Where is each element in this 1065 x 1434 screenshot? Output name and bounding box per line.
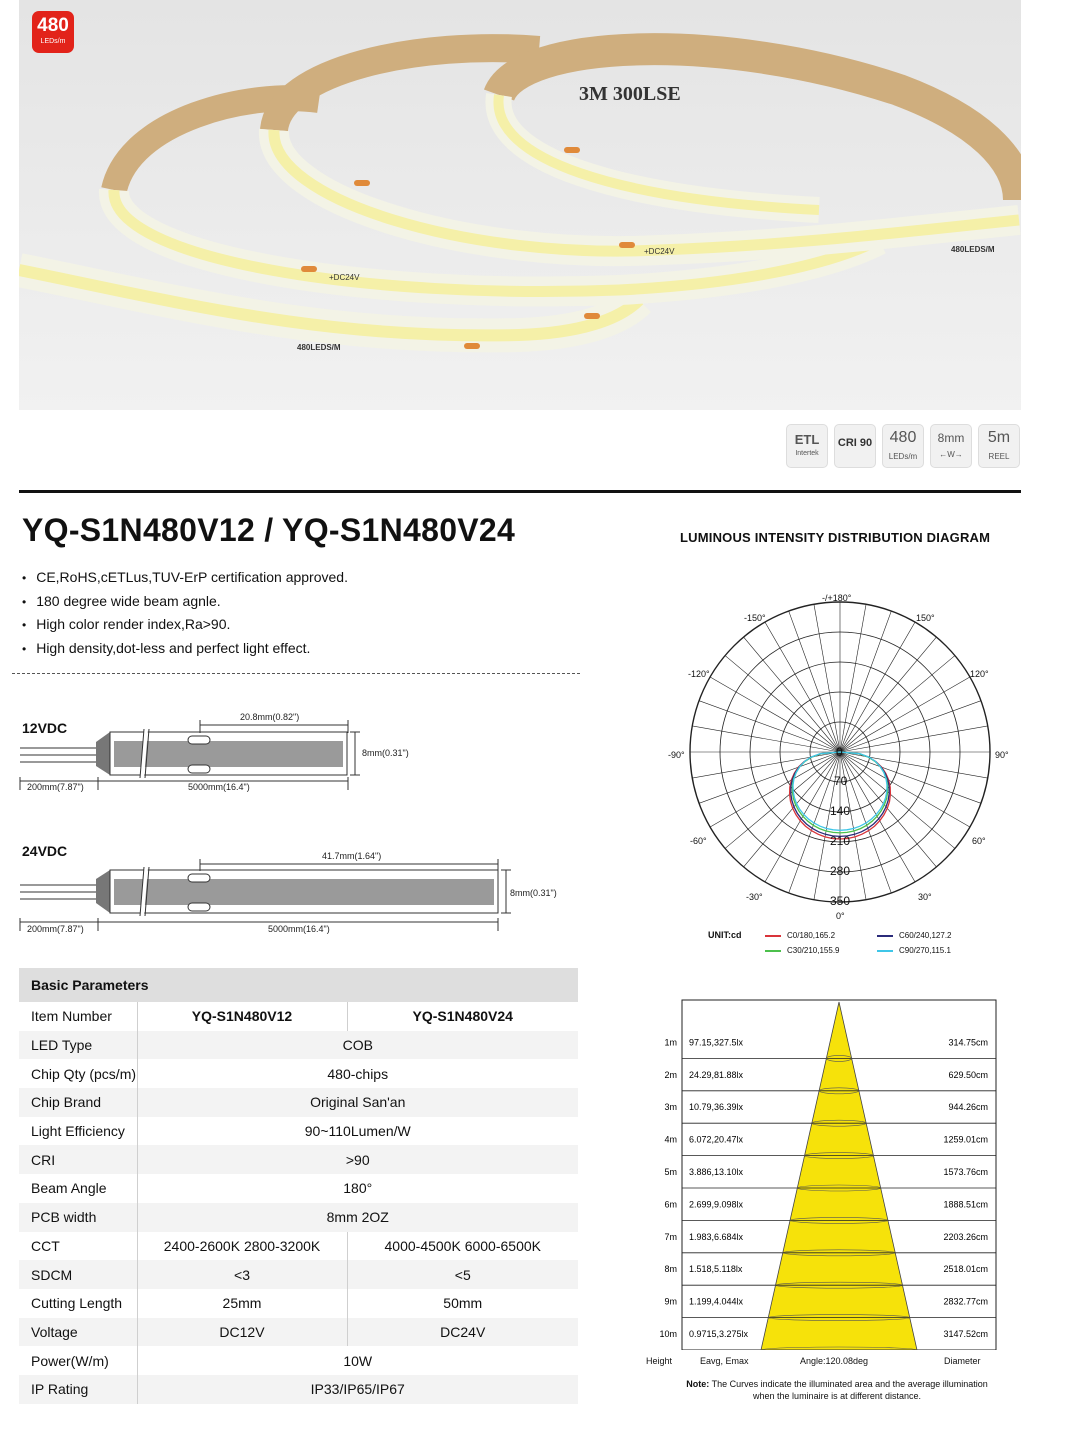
row-diameter: 2203.26cm: [943, 1231, 988, 1242]
row-diameter: 314.75cm: [948, 1037, 988, 1048]
v24-length-dimension: 5000mm(16.4"): [268, 924, 330, 934]
legend-swatch-c30: [765, 950, 781, 952]
tape-brand-print: 3M 300LSE: [579, 83, 681, 105]
width-icon: 8mm ←W→: [930, 424, 972, 468]
row-eavg: 1.983,6.684lx: [689, 1231, 744, 1242]
basic-parameters-table: [19, 968, 578, 1404]
unit-label: UNIT:cd: [708, 930, 742, 940]
v12-label: 12VDC: [22, 720, 68, 736]
density-badge-number: 480: [37, 15, 69, 36]
strip-voltage-print: +DC24V: [329, 273, 360, 282]
feature-item: • 180 degree wide beam agnle.: [22, 590, 348, 614]
height-header: Height: [646, 1356, 673, 1366]
legend-swatch-c90: [877, 950, 893, 952]
row-eavg: 24.29,81.88lx: [689, 1069, 744, 1080]
row-diameter: 1573.76cm: [943, 1167, 988, 1177]
row-height: 5m: [664, 1167, 677, 1177]
ring-label: 140: [830, 804, 851, 818]
row-diameter: 2518.01cm: [943, 1264, 988, 1275]
row-height: 2m: [664, 1069, 677, 1080]
angle-label: 150°: [916, 613, 935, 623]
row-height: 10m: [659, 1329, 677, 1339]
cri-cert-icon: CRI 90: [834, 424, 876, 468]
angle-header: Angle:120.08deg: [800, 1356, 869, 1366]
legend-swatch-c60: [877, 935, 893, 937]
table-row: PCB width 8mm 2OZ: [19, 1203, 578, 1232]
v12-lead-dimension: 200mm(7.87"): [27, 782, 84, 792]
row-height: 4m: [664, 1134, 677, 1145]
product-title: YQ-S1N480V12 / YQ-S1N480V24: [22, 512, 516, 548]
row-eavg: 3.886,13.10lx: [689, 1167, 744, 1177]
table-row: Chip Brand Original San'an: [19, 1088, 578, 1117]
table-row: LED Type COB: [19, 1031, 578, 1060]
reel-icon: 5m REEL: [978, 424, 1020, 468]
angle-label: 0°: [836, 911, 845, 921]
v24-cut-dimension: 41.7mm(1.64"): [322, 851, 382, 861]
section-divider: [19, 490, 1021, 493]
strip-density-print-2: 480LEDS/M: [951, 245, 995, 254]
v24-label: 24VDC: [22, 843, 68, 859]
table-row: CRI >90: [19, 1145, 578, 1174]
v12-cut-dimension: 20.8mm(0.82"): [240, 712, 300, 722]
row-diameter: 629.50cm: [948, 1069, 988, 1080]
row-eavg: 6.072,20.47lx: [689, 1134, 744, 1145]
angle-label: 90°: [995, 750, 1009, 760]
ring-label: 70: [834, 774, 848, 788]
table-row: Cutting Length 25mm 50mm: [19, 1289, 578, 1318]
v24-width-dimension: 8mm(0.31"): [510, 888, 557, 898]
row-eavg: 1.518,5.118lx: [689, 1264, 743, 1275]
illuminance-cone-table: [640, 998, 1000, 1350]
strip-density-print: 480LEDS/M: [297, 343, 341, 352]
diameter-header: Diameter: [944, 1356, 981, 1366]
table-row: Light Efficiency 90~110Lumen/W: [19, 1117, 578, 1146]
ring-label: 350: [830, 894, 851, 908]
v24-lead-dimension: 200mm(7.87"): [27, 924, 84, 934]
angle-label: 120°: [970, 669, 989, 679]
angle-label: -60°: [690, 836, 707, 846]
row-eavg: 2.699,9.098lx: [689, 1199, 744, 1210]
v12-width-dimension: 8mm(0.31"): [362, 748, 409, 758]
table-row: CCT 2400-2600K 2800-3200K 4000-4500K 6000-6500K: [19, 1232, 578, 1261]
table-row: Power(W/m) 10W: [19, 1346, 578, 1375]
row-height: 9m: [664, 1296, 677, 1307]
row-diameter: 2832.77cm: [943, 1296, 988, 1307]
row-diameter: 1259.01cm: [943, 1134, 988, 1145]
lid-title: LUMINOUS INTENSITY DISTRIBUTION DIAGRAM: [680, 530, 991, 545]
row-eavg: 0.9715,3.275lx: [689, 1329, 749, 1339]
angle-label: -30°: [746, 892, 763, 902]
params-title: Basic Parameters: [19, 968, 578, 1002]
row-diameter: 3147.52cm: [943, 1329, 988, 1339]
led-strip-reels-illustration: [19, 0, 1021, 410]
row-height: 6m: [664, 1199, 677, 1210]
table-row: IP Rating IP33/IP65/IP67: [19, 1375, 578, 1404]
product-photo: [19, 0, 1021, 410]
row-height: 8m: [664, 1264, 677, 1275]
row-diameter: 1888.51cm: [943, 1199, 988, 1210]
ring-label: 210: [830, 834, 851, 848]
light-cone: [761, 1002, 917, 1350]
eavg-header: Eavg, Emax: [700, 1356, 749, 1366]
density-badge: [32, 11, 74, 53]
row-eavg: 1.199,4.044lx: [689, 1296, 744, 1307]
angle-label: -150°: [744, 613, 766, 623]
table-row: Voltage DC12V DC24V: [19, 1318, 578, 1347]
dashed-divider: [12, 673, 580, 674]
legend-item: C0/180,165.2: [765, 931, 835, 940]
strip-voltage-print-2: +DC24V: [644, 247, 675, 256]
row-height: 7m: [664, 1231, 677, 1242]
row-eavg: 97.15,327.5lx: [689, 1037, 744, 1048]
angle-label: 60°: [972, 836, 986, 846]
feature-item: • High color render index,Ra>90.: [22, 613, 348, 637]
feature-list: [22, 566, 348, 660]
table-row: Beam Angle 180°: [19, 1174, 578, 1203]
feature-item: • CE,RoHS,cETLus,TUV-ErP certification approved.: [22, 566, 348, 590]
note-text: Note: The Curves indicate the illuminated area and the average illumination when the luminaire is at different distance.: [686, 1379, 988, 1401]
ring-label: 280: [830, 864, 851, 878]
legend-item: C90/270,115.1: [877, 946, 951, 955]
angle-label: 30°: [918, 892, 932, 902]
density-badge-unit: LEDs/m: [40, 38, 66, 45]
row-eavg: 10.79,36.39lx: [689, 1102, 744, 1113]
legend-item: C60/240,127.2: [877, 931, 952, 940]
angle-label: -/+180°: [822, 593, 852, 603]
etl-cert-icon: ETL Intertek: [786, 424, 828, 468]
table-row: SDCM <3 <5: [19, 1260, 578, 1289]
ring-label: 0: [836, 745, 843, 759]
table-row: Chip Qty (pcs/m) 480-chips: [19, 1059, 578, 1088]
legend-swatch-c0: [765, 935, 781, 937]
led-density-icon: 480 LEDs/m: [882, 424, 924, 468]
feature-item: • High density,dot-less and perfect light effect.: [22, 637, 348, 661]
angle-label: -90°: [668, 750, 685, 760]
row-diameter: 944.26cm: [948, 1102, 988, 1113]
row-height: 1m: [664, 1037, 677, 1048]
table-row: Item Number YQ-S1N480V12 YQ-S1N480V24: [19, 1002, 578, 1031]
v12-length-dimension: 5000mm(16.4"): [188, 782, 250, 792]
legend-item: C30/210,155.9: [765, 946, 840, 955]
angle-label: -120°: [688, 669, 710, 679]
row-height: 3m: [664, 1102, 677, 1113]
